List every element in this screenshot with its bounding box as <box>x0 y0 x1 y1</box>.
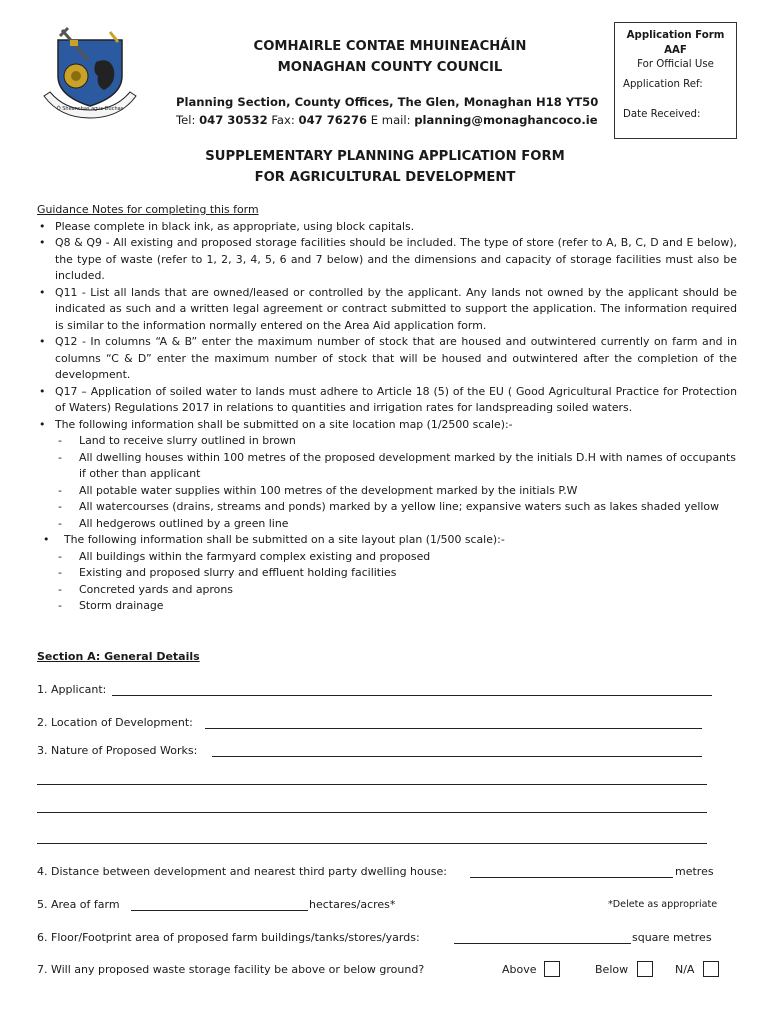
q1-applicant-field[interactable] <box>112 695 712 696</box>
council-name <box>180 36 600 78</box>
form-title <box>150 146 620 188</box>
guidance-bullet: • Q17 – Application of soiled water to lands must adhere to Article 18 (5) of the EU ( Good Agricultural Practice for Protection of Waters) Regulations 2017 in relations to quantities and irrigation rates for landspreading soiled waters. <box>37 384 737 417</box>
location-map-item: - All dwelling houses within 100 metres of the proposed development marked by the initials D.H with names of occupants if other than applicant <box>37 450 737 483</box>
official-box-title <box>615 28 736 58</box>
council-address: Planning Section, County Offices, The Glen, Monaghan H18 YT50 <box>176 95 599 109</box>
official-use-label: For Official Use <box>637 59 714 70</box>
email-label: E mail: <box>370 113 411 127</box>
tel-label: Tel: <box>176 113 196 127</box>
location-map-item: - All hedgerows outlined by a green line <box>37 516 737 533</box>
q6-footprint-field[interactable] <box>454 943 631 944</box>
contact-details <box>176 113 598 127</box>
fax-label: Fax: <box>271 113 295 127</box>
application-ref-label: Application Ref: <box>623 79 703 90</box>
q7-below-checkbox[interactable] <box>637 961 653 977</box>
q3-nature-label: 3. Nature of Proposed Works: <box>37 744 198 757</box>
guidance-bullet: • The following information shall be submitted on a site layout plan (1/500 scale):- <box>37 532 737 549</box>
form-title-line1: SUPPLEMENTARY PLANNING APPLICATION FORM <box>205 149 565 164</box>
location-map-item: - All potable water supplies within 100 metres of the development marked by the initials P.W <box>37 483 737 500</box>
q4-unit: metres <box>675 865 714 878</box>
q3-nature-field-line4[interactable] <box>37 843 707 844</box>
q3-nature-field-line3[interactable] <box>37 812 707 813</box>
layout-plan-item: - Concreted yards and aprons <box>37 582 737 599</box>
q7-above-checkbox[interactable] <box>544 961 560 977</box>
q5-farm-area-label: 5. Area of farm <box>37 898 120 911</box>
q7-option-na-label: N/A <box>675 963 695 976</box>
guidance-bullet: • The following information shall be submitted on a site location map (1/2500 scale):- <box>37 417 737 434</box>
guidance-notes <box>37 202 737 615</box>
official-use-box <box>614 22 737 139</box>
tel-number: 047 30532 <box>199 113 268 127</box>
official-box-form-code: AAF <box>664 45 687 56</box>
guidance-heading: Guidance Notes for completing this form <box>37 203 259 216</box>
council-name-irish: COMHAIRLE CONTAE MHUINEACHÁIN <box>253 39 527 54</box>
guidance-bullet: • Q11 - List all lands that are owned/leased or controlled by the applicant. Any lands not owned by the applicant should be indicated as such and a written legal agreement or contract submitted to support the application. The information required is similar to the information normally entered on the Area Aid application form. <box>37 285 737 335</box>
council-crest-logo <box>40 26 140 122</box>
q7-option-above-label: Above <box>502 963 537 976</box>
email-address[interactable]: planning@monaghancoco.ie <box>414 113 598 127</box>
location-map-item: - Land to receive slurry outlined in brown <box>37 433 737 450</box>
guidance-list <box>37 219 737 615</box>
guidance-bullet: • Q12 - In columns “A & B” enter the maximum number of stock that are housed and outwintered currently on farm and in columns “C & D” enter the maximum number of stock that will be housed and outwintered after the completion of the development. <box>37 334 737 384</box>
layout-plan-item: - Storm drainage <box>37 598 737 615</box>
q4-distance-field[interactable] <box>470 877 673 878</box>
form-title-line2: FOR AGRICULTURAL DEVELOPMENT <box>254 170 516 185</box>
q1-applicant-label: 1. Applicant: <box>37 683 107 696</box>
q5-farm-area-field[interactable] <box>131 910 308 911</box>
guidance-bullet: • Please complete in black ink, as appropriate, using block capitals. <box>37 219 737 236</box>
section-a-heading: Section A: General Details <box>37 650 200 663</box>
layout-plan-item: - All buildings within the farmyard complex existing and proposed <box>37 549 737 566</box>
q2-location-field[interactable] <box>205 728 702 729</box>
layout-plan-item: - Existing and proposed slurry and effluent holding facilities <box>37 565 737 582</box>
q6-footprint-label: 6. Floor/Footprint area of proposed farm buildings/tanks/stores/yards: <box>37 931 420 944</box>
q4-distance-label: 4. Distance between development and nearest third party dwelling house: <box>37 865 447 878</box>
q3-nature-field-line2[interactable] <box>37 784 707 785</box>
q5-unit: hectares/acres* <box>309 898 396 911</box>
official-box-title-line1: Application Form <box>626 30 725 41</box>
q7-storage-label: 7. Will any proposed waste storage facility be above or below ground? <box>37 963 425 976</box>
q2-location-label: 2. Location of Development: <box>37 716 193 729</box>
q6-unit: square metres <box>632 931 712 944</box>
q3-nature-field[interactable] <box>212 756 702 757</box>
date-received-label: Date Received: <box>623 109 701 120</box>
q7-option-below-label: Below <box>595 963 629 976</box>
location-map-item: - All watercourses (drains, streams and ponds) marked by a yellow line; expansive waters such as lakes shaded yellow <box>37 499 737 516</box>
guidance-bullet: • Q8 & Q9 - All existing and proposed storage facilities should be included. The type of store (refer to A, B, C, D and E below), the type of waste (refer to 1, 2, 3, 4, 5, 6 and 7 below) and the dimensions and capacity of storage facilities must also be included. <box>37 235 737 285</box>
q7-na-checkbox[interactable] <box>703 961 719 977</box>
council-name-english: MONAGHAN COUNTY COUNCIL <box>277 60 503 75</box>
crest-motto: Ó Sheanchas agus Dúchas <box>56 106 124 112</box>
q5-note: *Delete as appropriate <box>608 899 718 910</box>
fax-number: 047 76276 <box>298 113 368 127</box>
